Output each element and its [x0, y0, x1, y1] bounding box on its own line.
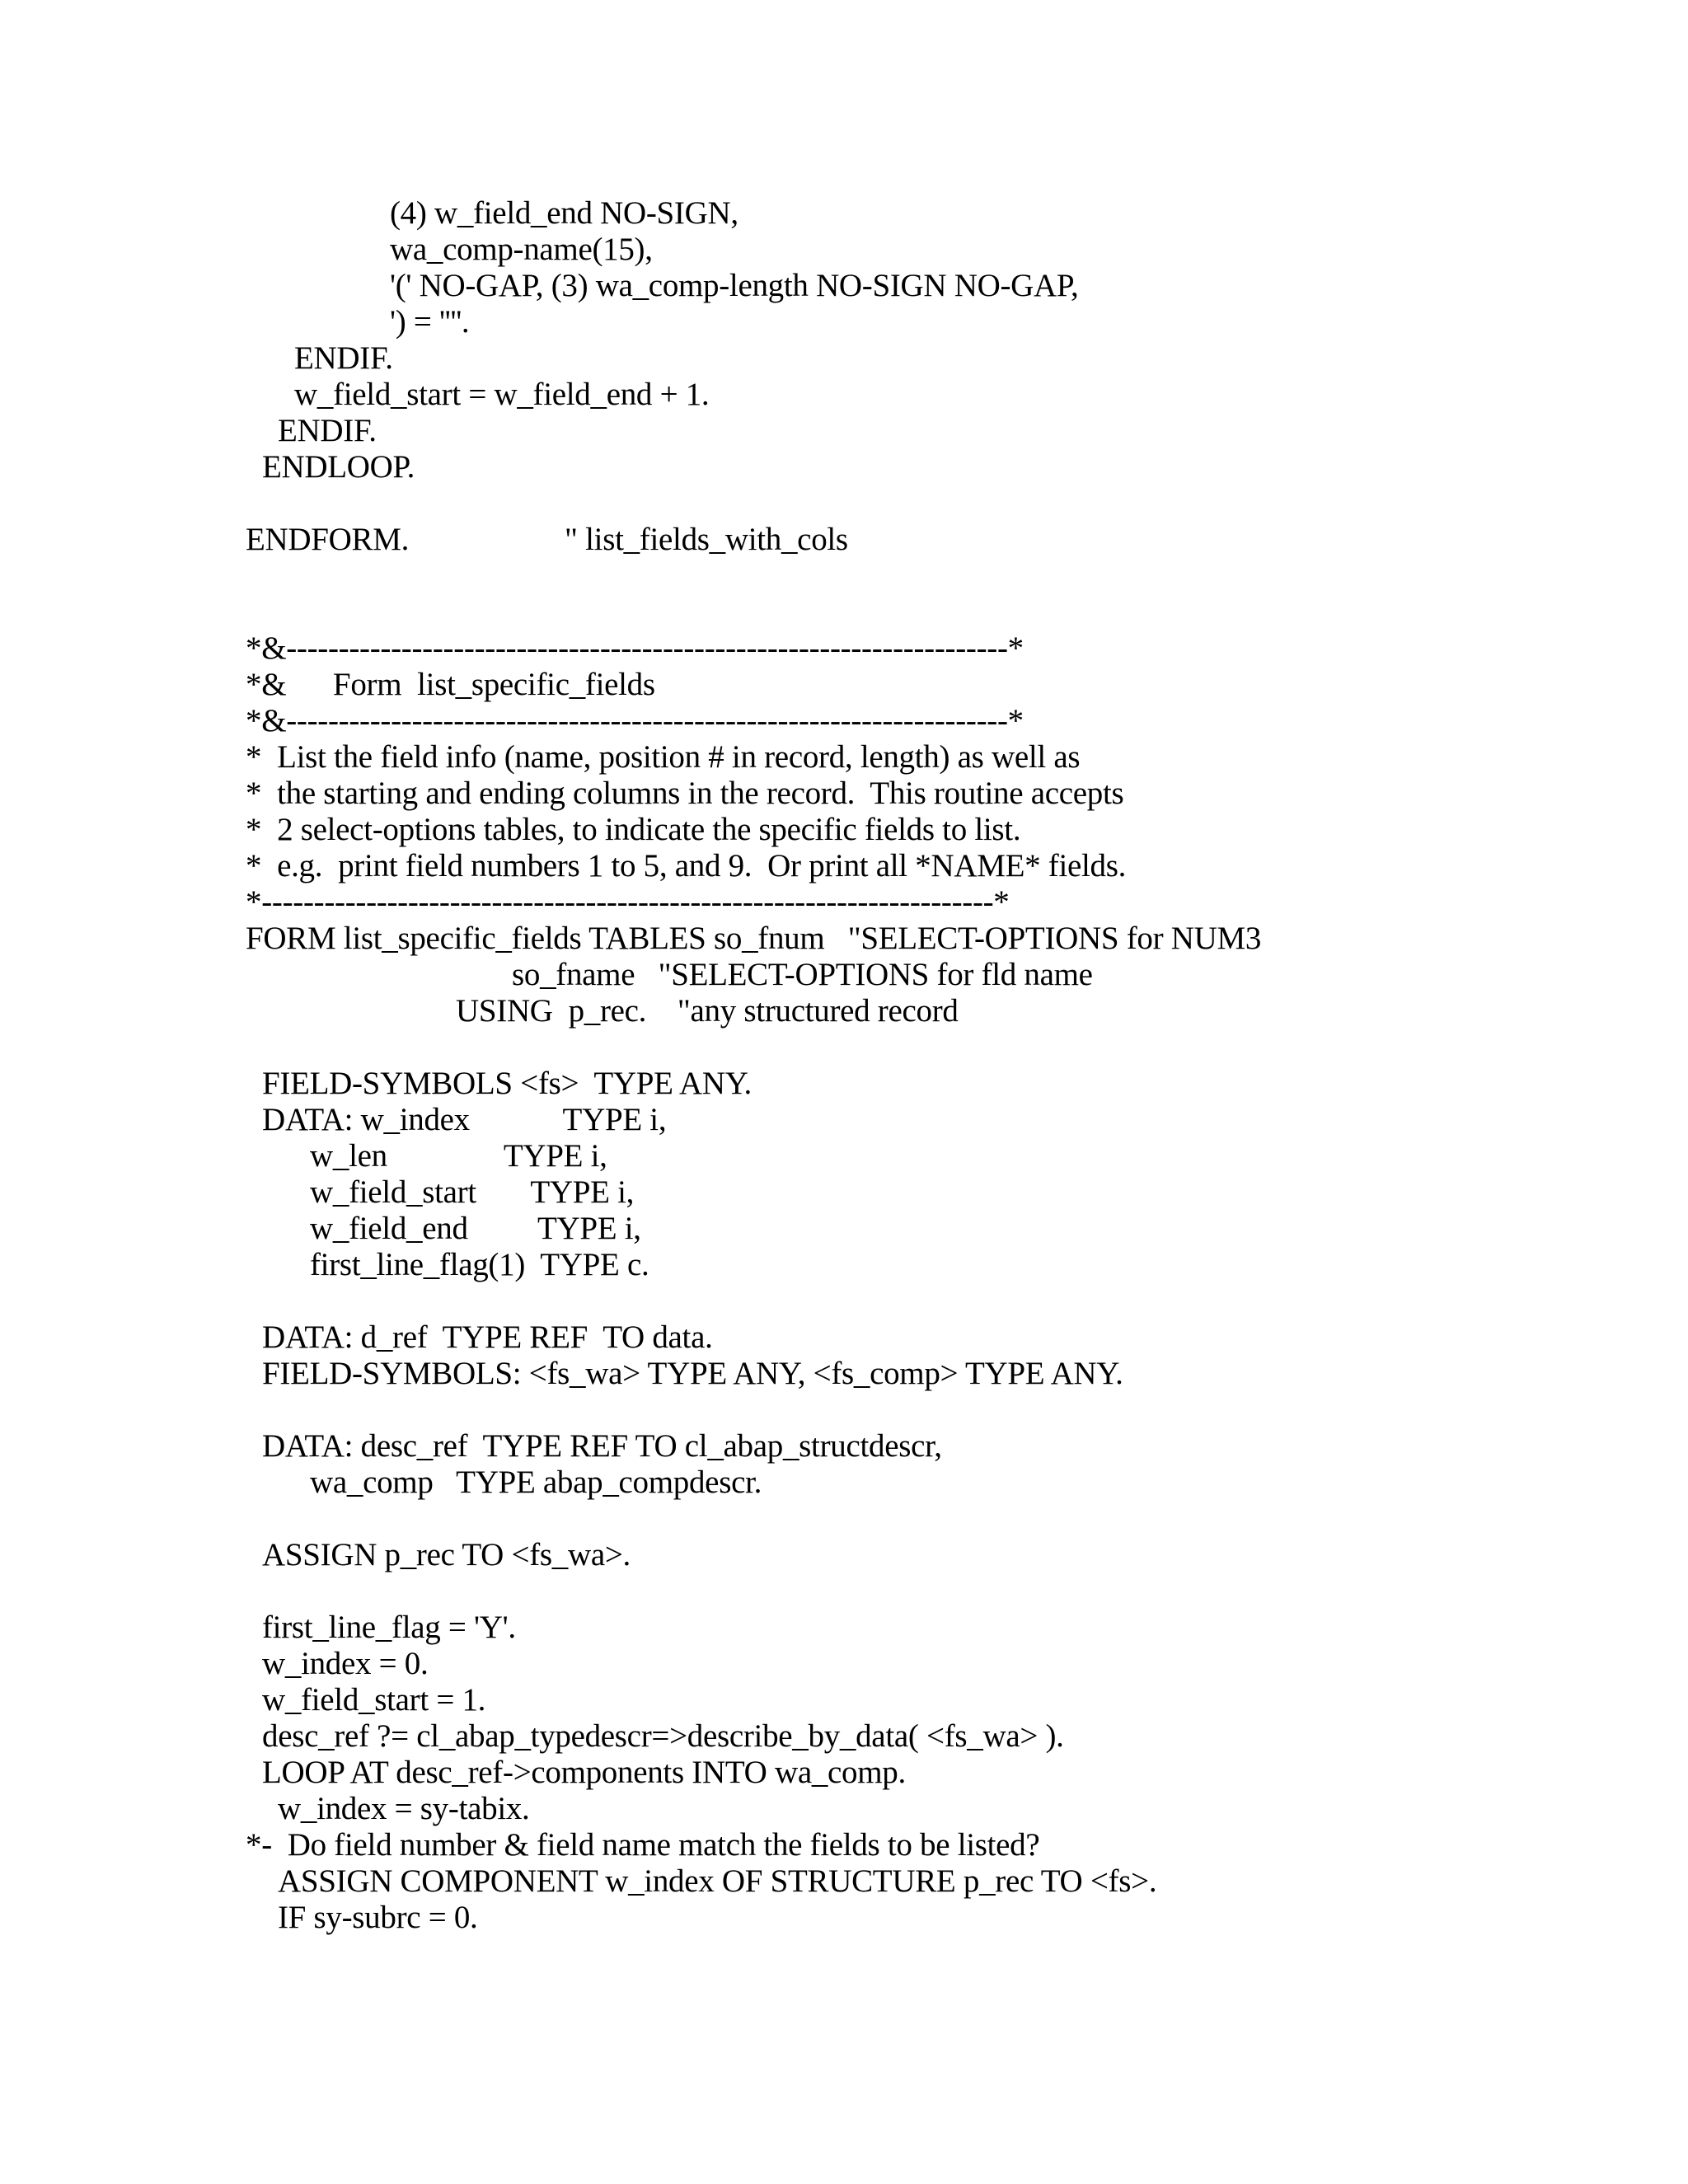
comment-line: *----------------------------------------------------------------------*	[246, 884, 1010, 920]
code-line: ENDIF.	[294, 340, 393, 376]
code-line: FIELD-SYMBOLS: <fs_wa> TYPE ANY, <fs_comp> TYPE ANY.	[262, 1356, 1123, 1391]
code-line: so_fname "SELECT-OPTIONS for fld name	[512, 957, 1093, 992]
code-line: FIELD-SYMBOLS <fs> TYPE ANY.	[262, 1066, 753, 1101]
code-line: IF sy-subrc = 0.	[278, 1900, 478, 1935]
code-line: w_field_start TYPE i,	[310, 1174, 635, 1210]
comment-line: *&---------------------------------------------------------------------*	[246, 703, 1024, 738]
code-line: FORM list_specific_fields TABLES so_fnum "SELECT-OPTIONS for NUM3	[246, 921, 1262, 956]
code-line: DATA: w_index TYPE i,	[262, 1102, 667, 1137]
code-line: DATA: d_ref TYPE REF TO data.	[262, 1319, 713, 1355]
code-line: desc_ref ?= cl_abap_typedescr=>describe_by_data( <fs_wa> ).	[262, 1718, 1064, 1754]
code-line: USING p_rec. "any structured record	[456, 993, 959, 1029]
comment-line: *& Form list_specific_fields	[246, 667, 655, 702]
code-line: '(' NO-GAP, (3) wa_comp-length NO-SIGN NO-GAP,	[390, 268, 1079, 303]
code-line: w_index = sy-tabix.	[278, 1791, 530, 1826]
code-line: w_field_end TYPE i,	[310, 1211, 641, 1246]
comment-line: * List the field info (name, position # in record, length) as well as	[246, 739, 1081, 775]
code-line: ENDLOOP.	[262, 449, 415, 485]
comment-line: *&---------------------------------------------------------------------*	[246, 630, 1024, 666]
comment-line: *- Do field number & field name match the fields to be listed?	[246, 1827, 1040, 1863]
code-line: first_line_flag(1) TYPE c.	[310, 1247, 649, 1282]
code-line: wa_comp-name(15),	[390, 232, 653, 267]
code-line: ENDFORM. " list_fields_with_cols	[246, 522, 848, 557]
code-line: ASSIGN p_rec TO <fs_wa>.	[262, 1537, 631, 1572]
code-line: ENDIF.	[278, 413, 377, 448]
comment-line: * the starting and ending columns in the record. This routine accepts	[246, 776, 1124, 811]
code-line: ') = ''''.	[390, 304, 470, 340]
code-line: w_len TYPE i,	[310, 1138, 607, 1174]
code-line: LOOP AT desc_ref->components INTO wa_comp.	[262, 1755, 906, 1790]
code-line: w_field_start = w_field_end + 1.	[294, 377, 710, 412]
comment-line: * e.g. print field numbers 1 to 5, and 9. Or print all *NAME* fields.	[246, 848, 1127, 883]
code-line: DATA: desc_ref TYPE REF TO cl_abap_structdescr,	[262, 1428, 942, 1464]
comment-line: * 2 select-options tables, to indicate the specific fields to list.	[246, 812, 1021, 847]
code-line: w_index = 0.	[262, 1646, 429, 1681]
code-line: w_field_start = 1.	[262, 1682, 486, 1718]
code-line: wa_comp TYPE abap_compdescr.	[310, 1465, 762, 1500]
code-line: (4) w_field_end NO-SIGN,	[390, 195, 738, 231]
code-line: first_line_flag = 'Y'.	[262, 1610, 516, 1645]
code-line: ASSIGN COMPONENT w_index OF STRUCTURE p_rec TO <fs>.	[278, 1863, 1157, 1899]
